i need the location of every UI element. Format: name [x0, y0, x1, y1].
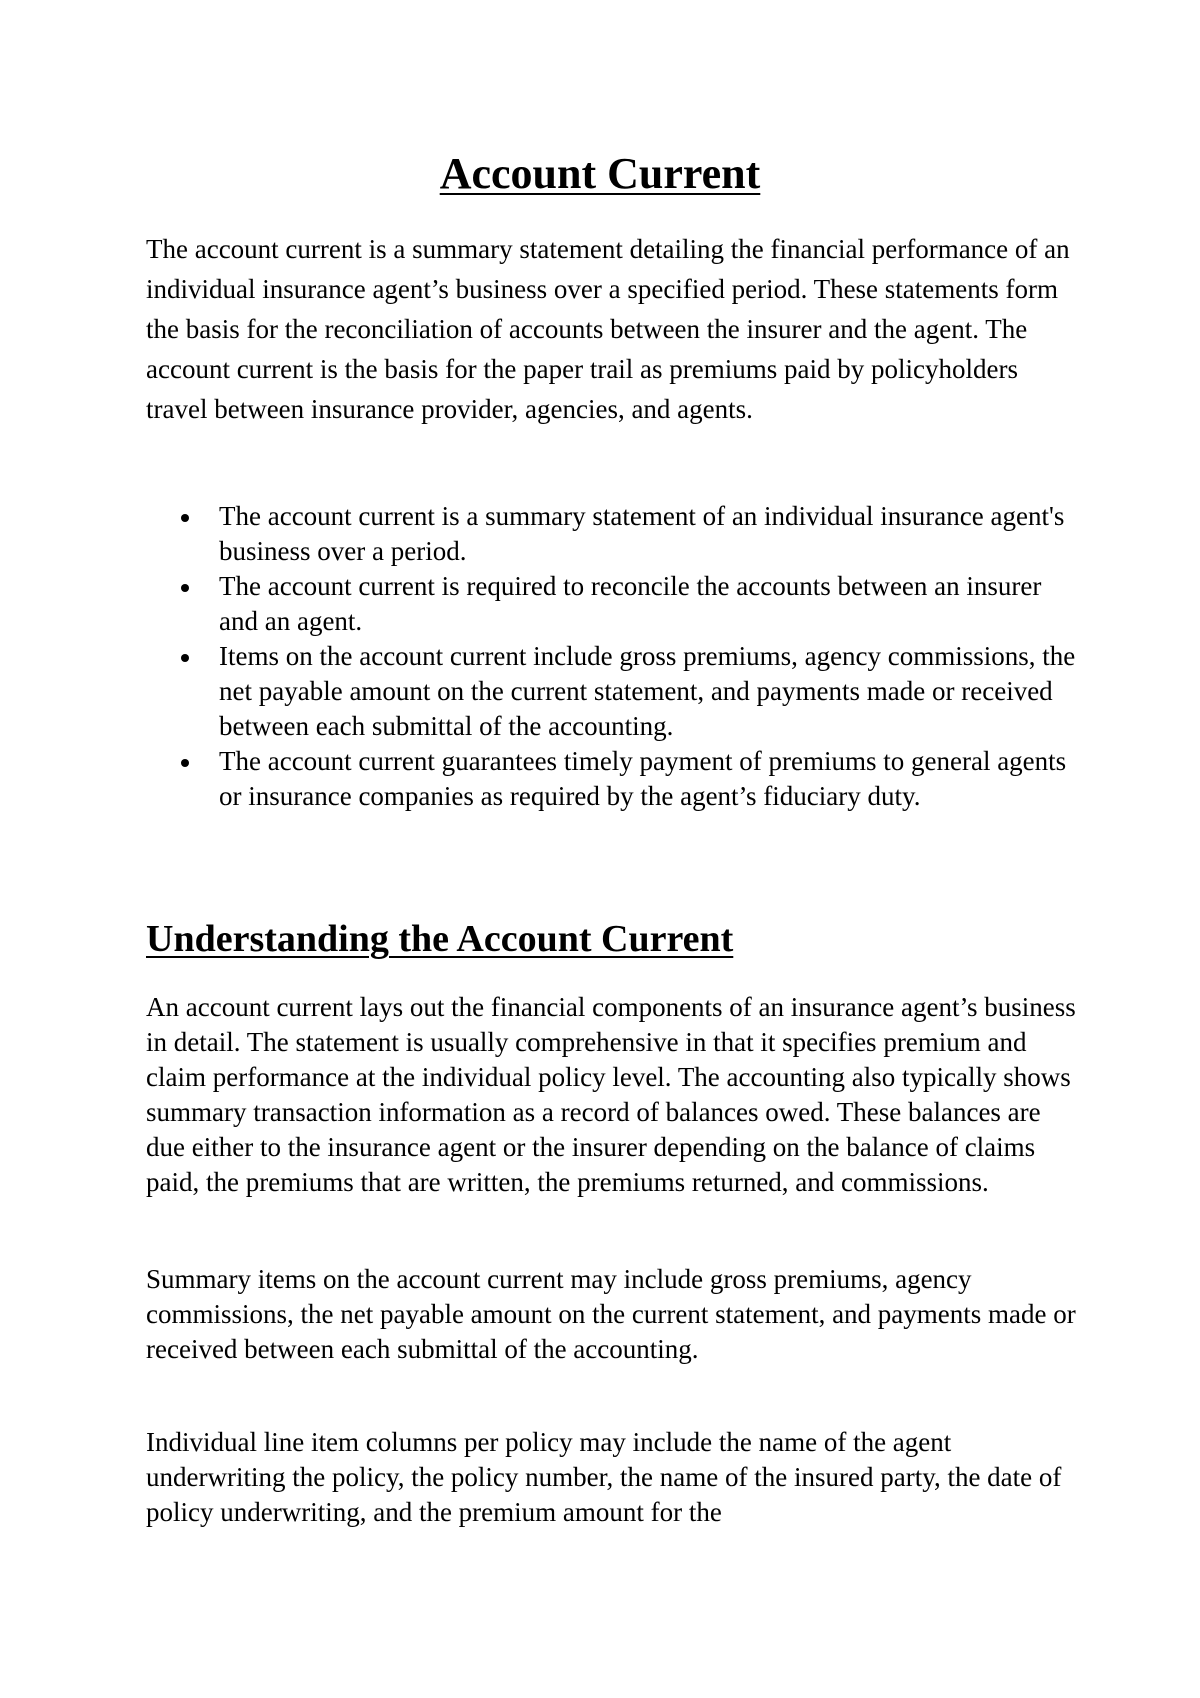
intro-paragraph: The account current is a summary statement detailing the financial performance of an individual insurance agent’s business over a specified period. These statements form the basis for the reconciliation of accounts between the insurer and the agent. The account current is the basis for the paper trail as premiums paid by policyholders travel between insurance provider, agencies, and agents. [146, 234, 1070, 424]
section-heading: Understanding the Account Current [146, 918, 734, 960]
bullet-text: Items on the account current include gross premiums, agency commissions, the net payable amount on the current statement, and payments made or received between each submittal of the accounting. [219, 641, 1076, 741]
section-paragraph-3: Individual line item columns per policy may include the name of the agent underwriting the policy, the policy number, the name of the insured party, the date of policy underwriting, and the premium amount for the [146, 1427, 1062, 1527]
list-item [146, 744, 1086, 814]
list-item [146, 639, 1086, 744]
bullet-dot-icon [181, 654, 189, 662]
bullet-dot-icon [181, 759, 189, 767]
bullet-dot-icon [181, 514, 189, 522]
section-paragraph-1: An account current lays out the financial components of an insurance agent’s business in detail. The statement is usually comprehensive in that it specifies premium and claim performance at the individual policy level. The accounting also typically shows summary transaction information as a record of balances owed. These balances are due either to the insurance agent or the insurer depending on the balance of claims paid, the premiums that are written, the premiums returned, and commissions. [146, 992, 1076, 1197]
bullet-text: The account current is a summary statement of an individual insurance agent's business over a period. [219, 501, 1065, 566]
bullet-text: The account current guarantees timely payment of premiums to general agents or insurance companies as required by the agent’s fiduciary duty. [219, 746, 1067, 811]
bullet-text: The account current is required to reconcile the accounts between an insurer and an agent. [219, 571, 1042, 636]
document-title: Account Current [439, 149, 761, 198]
section-paragraph-2: Summary items on the account current may include gross premiums, agency commissions, the net payable amount on the current statement, and payments made or received between each submittal of the accounting. [146, 1264, 1076, 1364]
list-item [146, 499, 1086, 569]
summary-bullet-list [146, 499, 1086, 814]
bullet-dot-icon [181, 584, 189, 592]
list-item [146, 569, 1086, 639]
